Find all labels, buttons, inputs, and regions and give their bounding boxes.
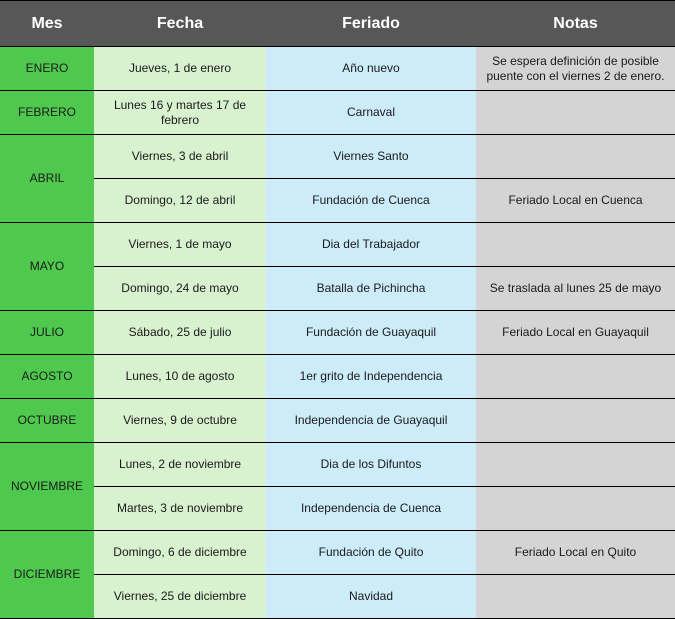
date-cell: Viernes, 25 de diciembre <box>94 575 266 619</box>
date-cell: Domingo, 24 de mayo <box>94 267 266 311</box>
month-cell: MAYO <box>0 223 94 311</box>
date-cell: Lunes 16 y martes 17 de febrero <box>94 91 266 135</box>
notes-cell <box>476 135 675 179</box>
holiday-cell: Carnaval <box>266 91 476 135</box>
notes-cell: Feriado Local en Quito <box>476 531 675 575</box>
holiday-cell: Año nuevo <box>266 47 476 91</box>
header-row <box>0 1 675 47</box>
holiday-cell: 1er grito de Independencia <box>266 355 476 399</box>
month-cell: ENERO <box>0 47 94 91</box>
date-cell: Viernes, 9 de octubre <box>94 399 266 443</box>
table-header <box>0 1 675 47</box>
date-cell: Viernes, 3 de abril <box>94 135 266 179</box>
notes-cell: Feriado Local en Guayaquil <box>476 311 675 355</box>
notes-cell <box>476 575 675 619</box>
month-cell: FEBRERO <box>0 91 94 135</box>
table-row <box>0 47 675 91</box>
table-row <box>0 443 675 487</box>
month-cell: JULIO <box>0 311 94 355</box>
month-cell: OCTUBRE <box>0 399 94 443</box>
notes-cell <box>476 399 675 443</box>
holiday-cell: Fundación de Guayaquil <box>266 311 476 355</box>
holiday-cell: Dia del Trabajador <box>266 223 476 267</box>
header-fecha: Fecha <box>94 1 266 47</box>
date-cell: Martes, 3 de noviembre <box>94 487 266 531</box>
month-cell: NOVIEMBRE <box>0 443 94 531</box>
table-body <box>0 47 675 619</box>
table-row <box>0 135 675 179</box>
notes-cell: Se traslada al lunes 25 de mayo <box>476 267 675 311</box>
holiday-cell: Fundación de Quito <box>266 531 476 575</box>
notes-cell <box>476 443 675 487</box>
notes-cell <box>476 487 675 531</box>
table-row <box>0 399 675 443</box>
holiday-cell: Fundación de Cuenca <box>266 179 476 223</box>
notes-cell: Feriado Local en Cuenca <box>476 179 675 223</box>
month-cell: AGOSTO <box>0 355 94 399</box>
date-cell: Viernes, 1 de mayo <box>94 223 266 267</box>
header-notas: Notas <box>476 1 675 47</box>
table-row <box>0 531 675 575</box>
notes-cell <box>476 91 675 135</box>
month-cell: DICIEMBRE <box>0 531 94 619</box>
date-cell: Lunes, 10 de agosto <box>94 355 266 399</box>
header-feriado: Feriado <box>266 1 476 47</box>
table-row <box>0 91 675 135</box>
date-cell: Domingo, 12 de abril <box>94 179 266 223</box>
holiday-cell: Dia de los Difuntos <box>266 443 476 487</box>
table-row <box>0 355 675 399</box>
holiday-cell: Independencia de Cuenca <box>266 487 476 531</box>
month-cell: ABRIL <box>0 135 94 223</box>
holiday-cell: Navidad <box>266 575 476 619</box>
table-row <box>0 223 675 267</box>
table-row <box>0 311 675 355</box>
table-row <box>0 487 675 531</box>
date-cell: Sábado, 25 de julio <box>94 311 266 355</box>
date-cell: Domingo, 6 de diciembre <box>94 531 266 575</box>
notes-cell: Se espera definición de posible puente con el viernes 2 de enero. <box>476 47 675 91</box>
date-cell: Jueves, 1 de enero <box>94 47 266 91</box>
table-row <box>0 267 675 311</box>
notes-cell <box>476 355 675 399</box>
date-cell: Lunes, 2 de noviembre <box>94 443 266 487</box>
table-row <box>0 575 675 619</box>
holiday-cell: Batalla de Pichincha <box>266 267 476 311</box>
holiday-cell: Independencia de Guayaquil <box>266 399 476 443</box>
notes-cell <box>476 223 675 267</box>
table-row <box>0 179 675 223</box>
holiday-cell: Viernes Santo <box>266 135 476 179</box>
header-mes: Mes <box>0 1 94 47</box>
